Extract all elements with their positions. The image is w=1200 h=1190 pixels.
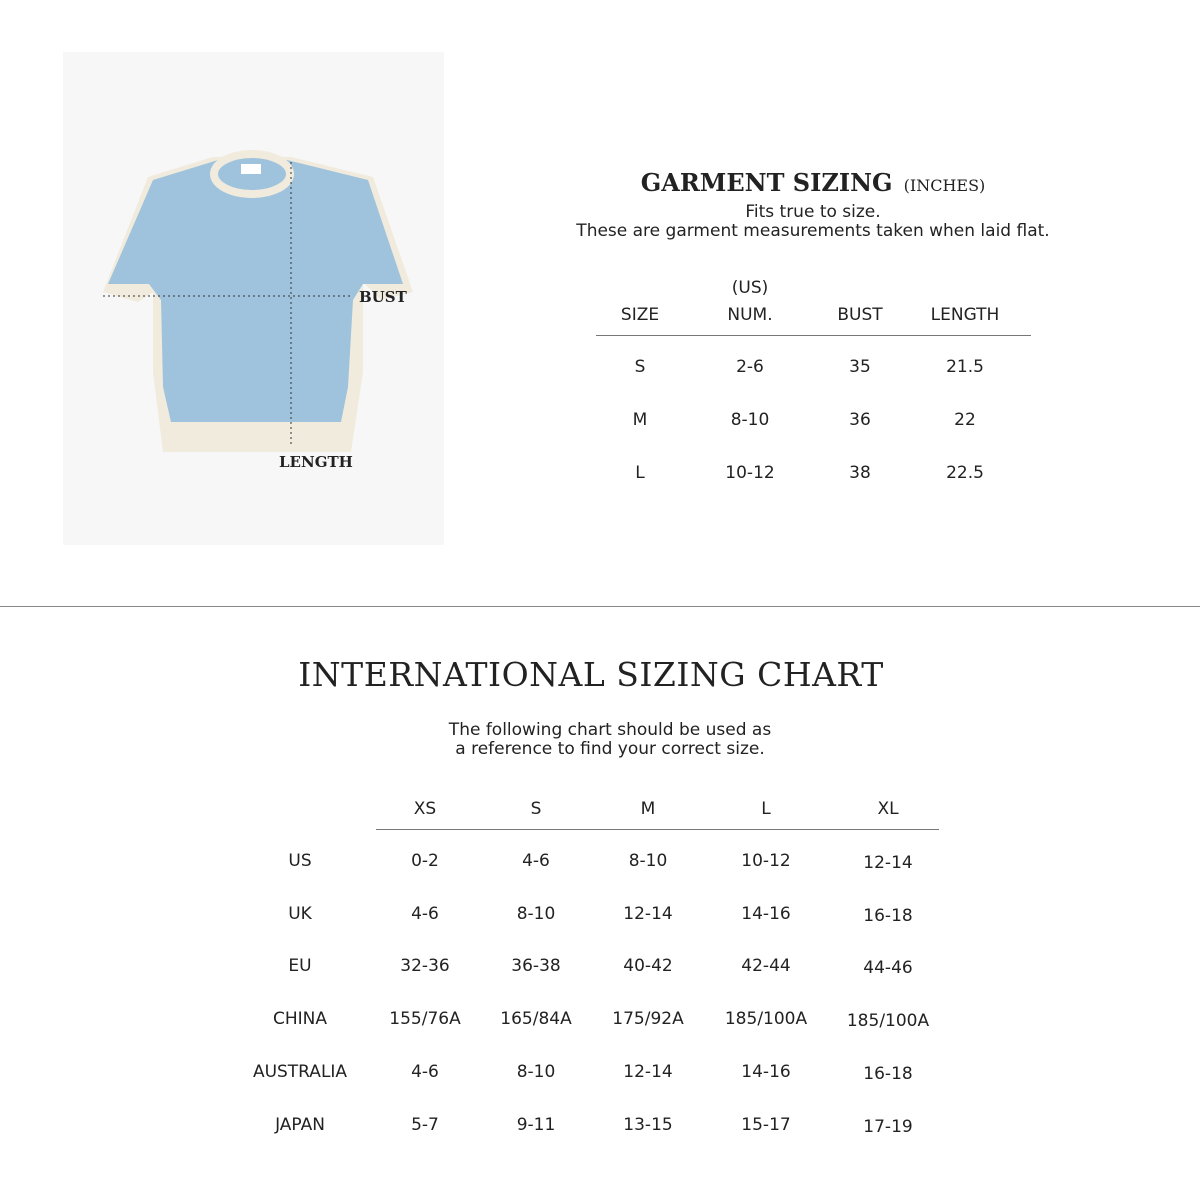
international-cell: 32-36 xyxy=(400,956,450,977)
international-cell: 165/84A xyxy=(500,1009,572,1030)
international-row-label: UK xyxy=(288,903,312,924)
garment-cell: 36 xyxy=(849,410,871,430)
international-column-header: S xyxy=(530,799,542,819)
garment-header-divider xyxy=(596,335,1031,336)
international-cell: 16-18 xyxy=(863,905,913,926)
international-subtitle-2: a reference to find your correct size. xyxy=(455,739,765,759)
international-row-label: JAPAN xyxy=(275,1114,325,1135)
international-cell: 10-12 xyxy=(741,851,791,871)
international-cell: 0-2 xyxy=(411,851,439,871)
international-cell: 13-15 xyxy=(623,1114,673,1135)
garment-cell: 2-6 xyxy=(736,357,764,377)
international-row-label: CHINA xyxy=(272,1009,328,1030)
garment-cell: 22 xyxy=(954,410,976,430)
garment-cell: 21.5 xyxy=(946,357,984,377)
international-cell: 16-18 xyxy=(863,1063,913,1084)
international-cell: 5-7 xyxy=(411,1114,439,1135)
international-cell: 8-10 xyxy=(516,1061,556,1082)
garment-cell: 10-12 xyxy=(725,463,775,483)
international-row-label: US xyxy=(288,851,312,871)
international-cell: 36-38 xyxy=(511,956,561,977)
international-title: INTERNATIONAL SIZING CHART xyxy=(298,655,884,694)
international-row-label: EU xyxy=(288,956,312,977)
section-divider xyxy=(0,606,1200,607)
international-cell: 40-42 xyxy=(623,956,673,977)
international-column-header: L xyxy=(761,799,771,819)
international-cell: 9-11 xyxy=(516,1114,556,1135)
garment-subtitle-2: These are garment measurements taken when laid flat. xyxy=(576,221,1050,241)
length-label: LENGTH xyxy=(279,453,353,471)
garment-column-header: SIZE xyxy=(620,305,660,325)
garment-cell: M xyxy=(632,410,648,430)
international-cell: 12-14 xyxy=(623,903,673,924)
bust-label: BUST xyxy=(359,288,407,306)
international-cell: 12-14 xyxy=(863,853,913,873)
international-cell: 4-6 xyxy=(522,851,550,871)
international-cell: 4-6 xyxy=(411,903,439,924)
garment-subtitle-1: Fits true to size. xyxy=(745,202,881,222)
garment-cell: 38 xyxy=(849,463,871,483)
international-column-header: XS xyxy=(413,799,437,819)
garment-title-text: GARMENT SIZING xyxy=(640,168,893,197)
international-cell: 44-46 xyxy=(863,958,913,979)
garment-cell: 8-10 xyxy=(730,410,770,430)
garment-cell: L xyxy=(635,463,645,483)
international-cell: 8-10 xyxy=(516,903,556,924)
international-subtitle-1: The following chart should be used as xyxy=(448,720,772,740)
international-cell: 155/76A xyxy=(389,1009,461,1030)
international-column-header: XL xyxy=(877,799,899,819)
garment-title xyxy=(641,168,986,197)
international-cell: 15-17 xyxy=(741,1114,791,1135)
garment-cell: S xyxy=(634,357,646,377)
international-cell: 8-10 xyxy=(628,851,668,871)
garment-column-header: LENGTH xyxy=(930,305,1000,325)
garment-header-top: (US) xyxy=(731,278,769,298)
international-cell: 14-16 xyxy=(741,1061,791,1082)
garment-diagram xyxy=(63,52,444,545)
international-cell: 175/92A xyxy=(612,1009,684,1030)
garment-column-header: BUST xyxy=(837,305,883,325)
international-row-label: AUSTRALIA xyxy=(252,1061,348,1082)
international-cell: 12-14 xyxy=(623,1061,673,1082)
garment-column-header: NUM. xyxy=(727,305,773,325)
international-cell: 14-16 xyxy=(741,903,791,924)
garment-cell: 22.5 xyxy=(946,463,984,483)
international-cell: 185/100A xyxy=(724,1009,808,1030)
international-header-divider xyxy=(376,829,939,830)
international-cell: 42-44 xyxy=(741,956,791,977)
garment-unit: (INCHES) xyxy=(903,176,986,195)
international-cell: 4-6 xyxy=(411,1061,439,1082)
international-cell: 185/100A xyxy=(846,1011,930,1032)
garment-cell: 35 xyxy=(849,357,871,377)
international-cell: 17-19 xyxy=(863,1116,913,1137)
international-column-header: M xyxy=(640,799,656,819)
